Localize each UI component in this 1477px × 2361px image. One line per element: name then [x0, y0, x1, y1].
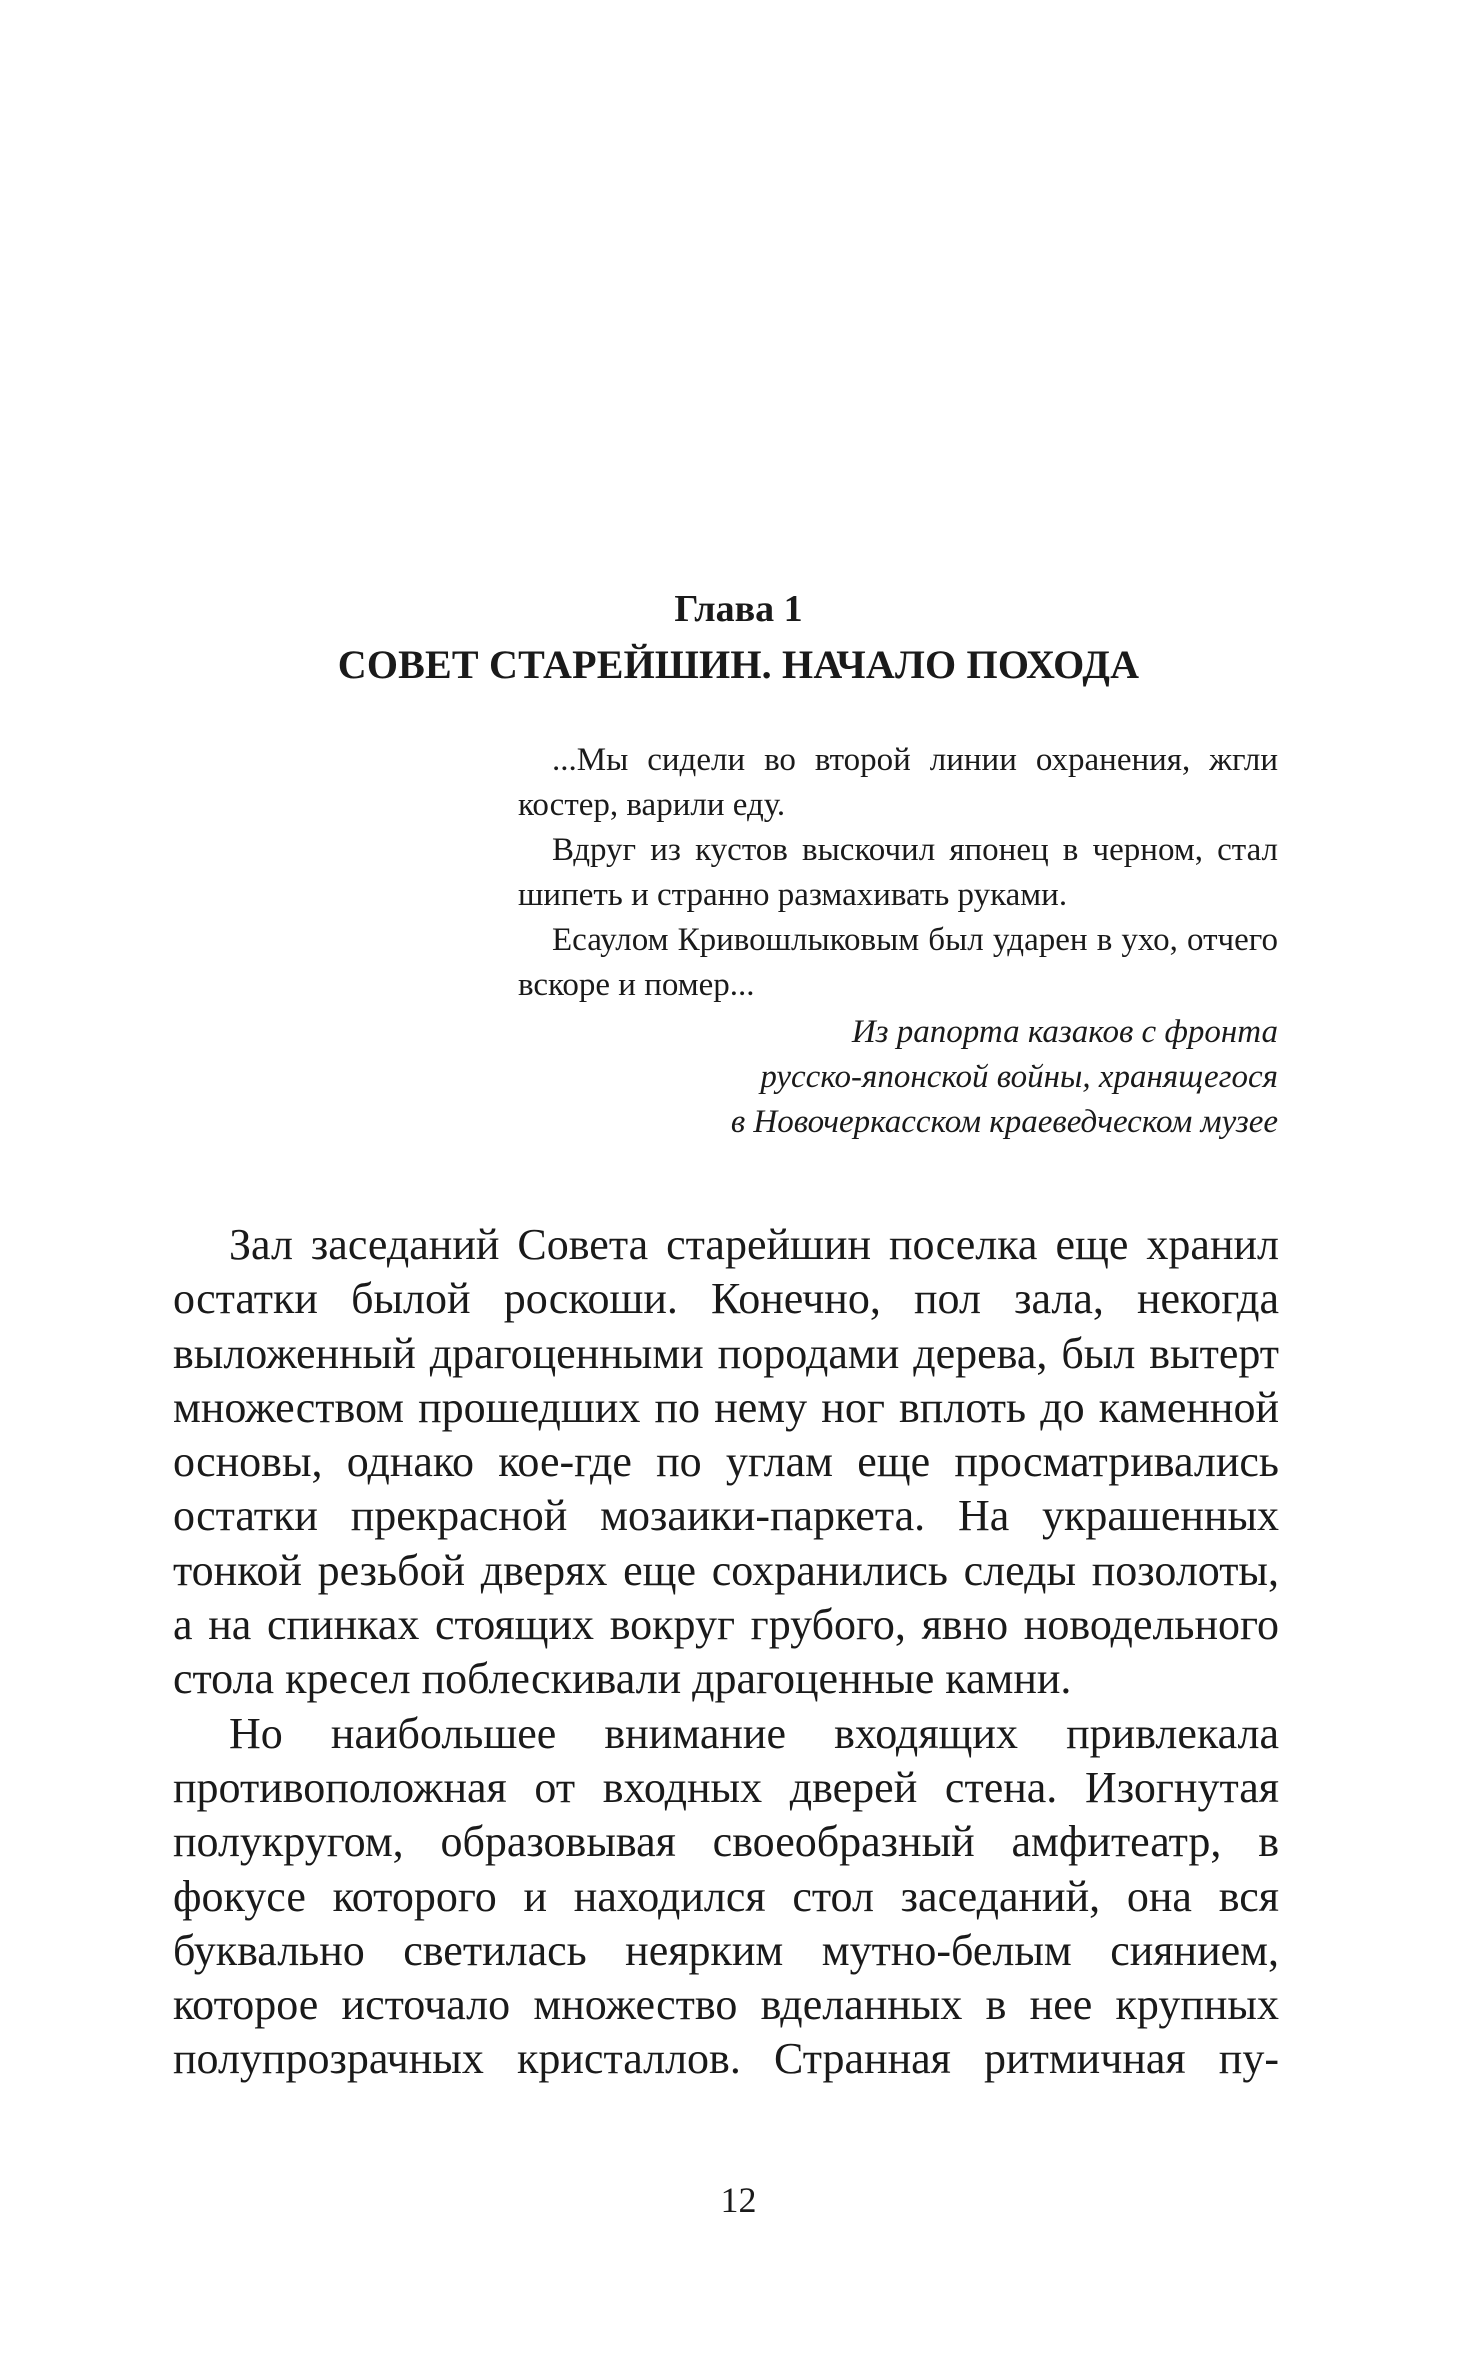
epigraph-source-line: Из рапорта казаков с фронта — [851, 1014, 1278, 1050]
epigraph — [518, 738, 1278, 1145]
chapter-number: Глава 1 — [674, 588, 803, 630]
body-paragraph: Зал заседаний Совета старейшин поселка еще хранил остатки былой роскоши. Конечно, пол зала, некогда выложенный драгоценными породами дерева, был вытерт множеством прошедших по нему ног вплоть до каменной основы, однако кое-где по углам еще просматривались остатки прекрасной мозаики-паркета. На украшенных тонкой резьбой дверях еще сохранились следы позолоты, а на спинках стоящих вокруг грубого, явно новодельного стола кресел поблескивали драгоценные камни. — [173, 1220, 1279, 1704]
page-number: 12 — [720, 2180, 757, 2220]
chapter-title: СОВЕТ СТАРЕЙШИН. НАЧАЛО ПОХОДА — [337, 642, 1140, 687]
epigraph-source-line: в Новочеркасском краеведческом музее — [730, 1104, 1278, 1140]
body-paragraph: Но наибольшее внимание входящих привлекала противоположная от входных дверей стена. Изогнутая полукругом, образовывая своеобразный амфитеатр, в фокусе которого и находился стол заседаний, она вся буквально светилась неярким мутно-белым сиянием, которое источало множество вделанных в нее крупных полупрозрачных кристаллов. Странная ритмичная пу- — [173, 1708, 1279, 2084]
epigraph-paragraph: Вдруг из кустов выскочил японец в черном, стал шипеть и странно размахивать руками. — [518, 832, 1278, 913]
epigraph-source — [518, 1010, 1278, 1145]
epigraph-source-line: русско-японской войны, хранящегося — [760, 1059, 1278, 1095]
epigraph-paragraph: ...Мы сидели во второй линии охранения, жгли костер, варили еду. — [518, 742, 1278, 823]
epigraph-paragraph: Есаулом Кривошлыковым был ударен в ухо, отчего вскоре и помер... — [518, 922, 1278, 1003]
body-text — [173, 1218, 1279, 2087]
